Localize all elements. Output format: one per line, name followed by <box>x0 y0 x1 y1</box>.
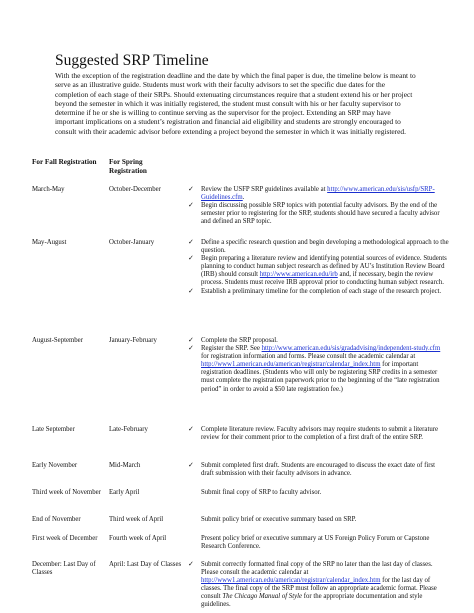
fall-period: First week of December <box>32 535 98 542</box>
fall-period: March-May <box>32 186 65 193</box>
header-spring-registration: For Spring Registration <box>109 158 147 175</box>
spring-period: April: Last Day of Classes <box>109 561 182 568</box>
fall-period: August-September <box>32 337 83 344</box>
fall-period: Early November <box>32 462 78 469</box>
task-item: ✓ Establish a preliminary timeline for the completion of each stage of the research project. <box>188 287 442 295</box>
task-item: ✓ Register the SRP. See http://www.american.edu/sis/gradadvising/independent-study.cfm for registration information and forms. Please consult the academic calendar at http://www1.american.edu/american/registrar/calendar_index.htm for important registration deadlines. (Students who will only be registering SRP credits in a semester must complete the registration paperwork prior to the beginning of the “late registration period” in order to avoid a $50 late registration fee.) <box>188 345 441 393</box>
header-fall-registration: For Fall Registration <box>32 158 97 166</box>
checkmark-icon: ✓ <box>188 345 194 353</box>
academic-calendar-link[interactable]: http://www1.american.edu/american/registrar/calendar_index.htm <box>201 577 381 585</box>
spring-period: Early April <box>109 489 140 496</box>
fall-period: Late September <box>32 426 75 433</box>
checkmark-icon: ✓ <box>188 337 194 344</box>
task-item: ✓ Begin preparing a literature review and identifying potential sources of evidence. Students planning to conduct human subject research as defined by AU’s Institution Review Board (IRB) should consult http://www.american.edu/irb and, if necessary, begin the review process. Students must receive IRB approval prior to conducting human subject research. <box>188 255 447 287</box>
checkmark-icon: ✓ <box>188 255 194 263</box>
srp-guidelines-link[interactable]: http://www.american.edu/sis/usfp/SRP-Guidelines.cfm <box>201 186 435 202</box>
chicago-manual-title: The Chicago Manual of Style <box>222 593 303 601</box>
task-item: ✓ Submit completed first draft. Students are encouraged to discuss the exact date of first draft submission with their faculty advisors in advance. <box>188 462 436 478</box>
checkmark-icon: ✓ <box>188 287 194 295</box>
checkmark-icon: ✓ <box>188 462 194 469</box>
academic-calendar-link[interactable]: http://www1.american.edu/american/registrar/calendar_index.htm <box>201 361 381 369</box>
task-item: ✓ Complete literature review. Faculty advisors may require students to submit a literature review for their comment prior to the completion of a first draft of the entire SRP. <box>188 426 439 442</box>
task-item: ✓ Complete the SRP proposal. <box>188 337 278 344</box>
spring-period: Late-February <box>109 426 148 433</box>
fall-period: End of November <box>32 516 81 523</box>
task-item: ✓ Define a specific research question and begin developing a methodological approach to the question. <box>188 239 449 255</box>
task-item: ✓ Review the USFP SRP guidelines available at http://www.american.edu/sis/usfp/SRP-Guidelines.cfm. <box>188 186 435 202</box>
spring-period: Mid-March <box>109 462 141 469</box>
task-item: ✓ Begin discussing possible SRP topics with potential faculty advisors. By the end of the semester prior to registering for the SRP, students should have secured a faculty advisor and defined an SRP topic. <box>188 202 440 226</box>
tasks <box>188 426 449 442</box>
checkmark-icon: ✓ <box>188 561 194 568</box>
fall-period: May-August <box>32 239 67 246</box>
independent-study-link[interactable]: http://www.american.edu/sis/gradadvising/independent-study.cfm <box>261 345 441 353</box>
page-title: Suggested SRP Timeline <box>55 52 209 69</box>
task-text: Submit policy brief or executive summary based on SRP. <box>201 516 357 523</box>
spring-period: October-January <box>109 239 155 246</box>
task-text: Submit final copy of SRP to faculty advisor. <box>201 489 322 496</box>
task-item: ✓ Submit correctly formatted final copy of the SRP no later than the last day of classes. Please consult the academic calendar at http://www1.american.edu/american/registrar/calendar_index.htm for the last day of classes. The final copy of the SRP must follow an appropriate academic format. Please consult The Chicago Manual of Style for the appropriate documentation and style guidelines. <box>188 561 437 609</box>
spring-period: Fourth week of April <box>109 535 167 542</box>
spring-period: Third week of April <box>109 516 164 523</box>
checkmark-icon: ✓ <box>188 426 194 433</box>
irb-link[interactable]: http://www.american.edu/irb <box>259 271 338 279</box>
checkmark-icon: ✓ <box>188 186 194 193</box>
tasks <box>188 462 449 478</box>
fall-period: December: Last Day of Classes <box>32 561 96 577</box>
checkmark-icon: ✓ <box>188 239 194 246</box>
intro-paragraph: With the exception of the registration deadline and the date by which the final paper is due, the timeline below is meant to serve as an illustrative guide. Students must work with their faculty advisors to set the specific due dates for the completion of each stage of their SRPs. Should extenuating circumstances require that a student extend his or her project beyond the semester in which it was initially registered, the student must consult with his or her faculty supervisor to determine if he or she is willing to continue serving as the supervisor for the project. Extending an SRP may have important implications on a student’s registration and financial aid eligibility and students are strongly encouraged to consult with their academic advisor before extending a project beyond the semester in which it was initially registered. <box>55 71 416 136</box>
checkmark-icon: ✓ <box>188 202 194 210</box>
spring-period: October-December <box>109 186 161 193</box>
tasks <box>188 186 449 226</box>
spring-period: January-February <box>109 337 157 344</box>
task-text: Present policy brief or executive summary at US Foreign Policy Forum or Capstone Research Conference. <box>201 535 430 551</box>
tasks <box>188 239 449 296</box>
tasks <box>188 337 449 394</box>
fall-period: Third week of November <box>32 489 101 496</box>
tasks <box>188 561 449 610</box>
